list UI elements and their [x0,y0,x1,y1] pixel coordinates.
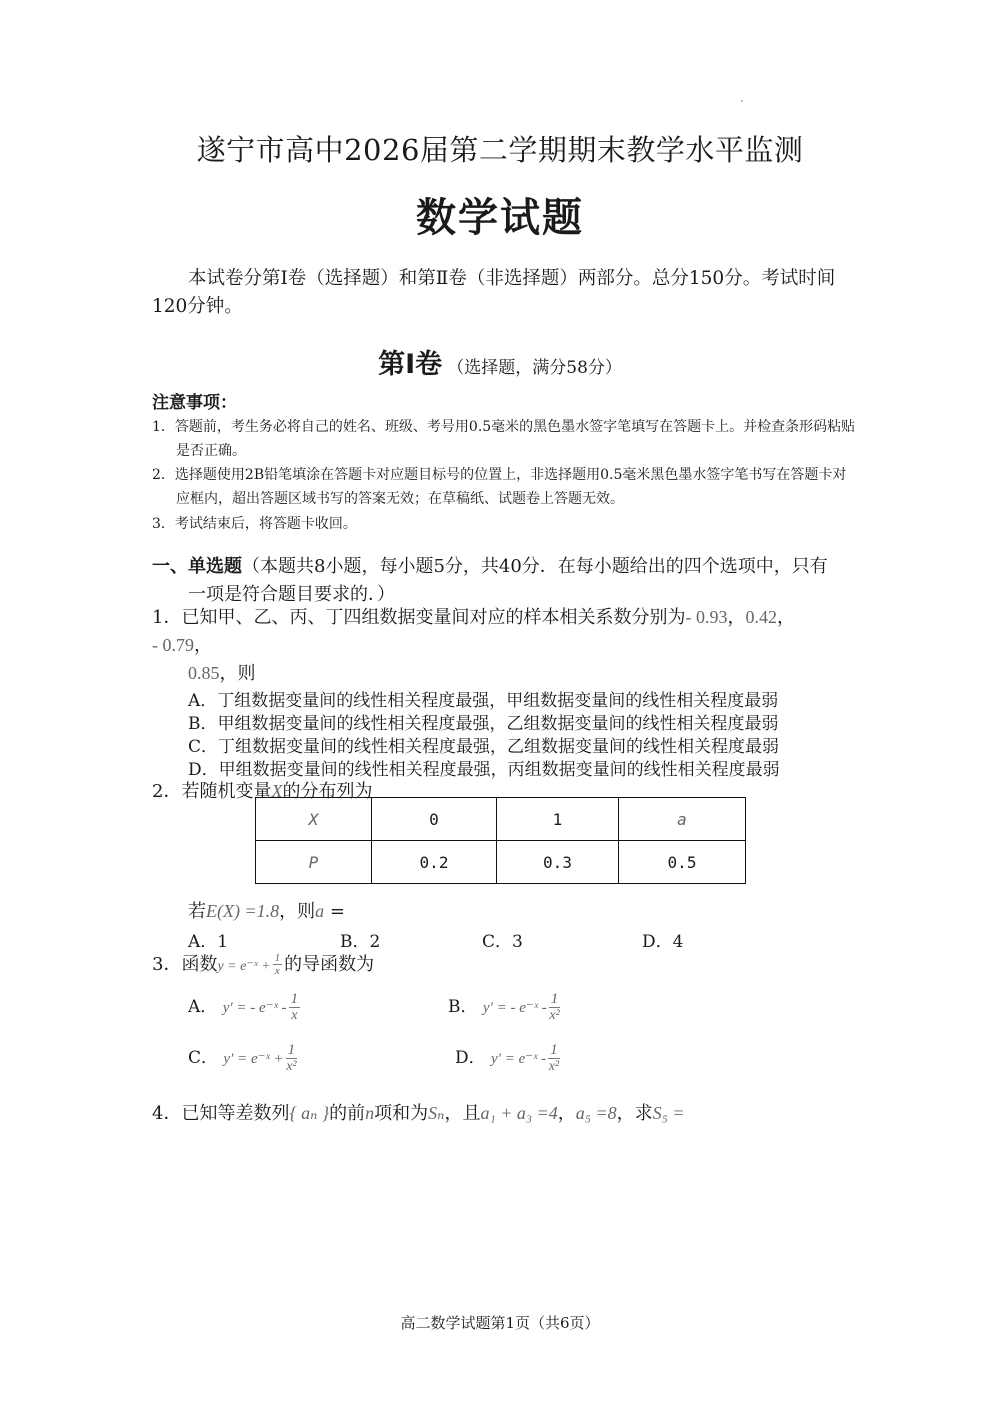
q1-value-2: 0.42 [745,607,777,627]
q3-option-a [188,992,302,1023]
frac-denominator: x² [549,1008,560,1023]
q1-option-c: C．丁组数据变量间的线性相关程度最强，乙组数据变量间的线性相关程度最弱 [188,737,780,757]
frac-denominator: x [291,1008,298,1023]
q4-text-b: 的前 [329,1103,366,1124]
q1-sep-1: ， [727,607,746,628]
q4-sequence: { aₙ } [289,1103,330,1123]
scan-speck [741,100,743,102]
table-cell: 0.5 [619,841,746,884]
q1-tail: ，则 [219,663,256,684]
q2-cond-text-a: 若 [188,901,206,922]
q1-sep-3: ， [194,635,212,656]
q2-text-b: 的分布列为 [282,781,373,802]
table-cell: a [619,798,746,841]
q2-cond-var: a [315,901,325,921]
q1-stem-cont-2 [188,659,256,685]
volume-heading [0,342,1000,381]
notice-heading: 注意事项： [152,393,237,413]
frac-numerator: 1 [550,1042,558,1058]
notice-item-2: 2．选择题使用2B铅笔填涂在答题卡对应题目标号的位置上，非选择题用0.5毫米黑色墨水签字笔书写在答题卡对 [152,467,847,483]
frac-denominator: x² [548,1059,560,1074]
q1-value-1: - 0.93 [685,607,728,627]
table-cell: X [256,798,372,841]
subject-title: 数学试题 [416,195,584,241]
q1-value-4: 0.85 [188,663,220,683]
volume-note: （选择题，满分58分） [447,358,622,378]
volume-label: 第Ⅰ卷 [378,349,443,380]
frac-numerator: 1 [274,952,281,964]
option-expr: y′ = e⁻ˣ - [491,1051,547,1067]
option-label: D． [455,1048,486,1068]
q2-cond-expr: E(X) =1.8 [206,901,280,921]
notice-item-1: 1．答题前，考生务必将自己的姓名、班级、考号用0.5毫米的黑色墨水签字笔填写在答题卡上。并检查条形码粘贴 [152,419,856,435]
q4-text-d: ，且 [444,1103,481,1124]
table-cell: 1 [497,798,619,841]
q3-func: y = e⁻ˣ + [217,959,271,974]
option-frac [286,1043,298,1074]
option-expr: y′ = - e⁻ˣ - [482,1000,547,1016]
q3-stem [152,950,374,977]
q3-func-frac [273,953,283,977]
intro-line-1: 本试卷分第Ⅰ卷（选择题）和第Ⅱ卷（非选择题）两部分。总分150分。考试时间 [188,268,836,289]
frac-numerator: 1 [290,991,299,1007]
q2-option-d: D．4 [642,932,684,952]
q4-stem [152,1099,685,1125]
table-row [256,841,746,884]
option-frac [548,1043,560,1074]
frac-numerator: 1 [287,1042,296,1058]
q1-stem-cont [152,631,212,657]
table-cell: 0.3 [497,841,619,884]
q1-stem [152,603,795,629]
option-expr: y′ = - e⁻ˣ - [222,1000,287,1016]
q4-ask: S₅ = [652,1103,685,1123]
table-cell: 0 [372,798,497,841]
notice-item-1-cont: 是否正确。 [176,443,246,459]
q2-cond-text-b: ，则 [279,901,316,922]
q1-option-b: B．甲组数据变量间的线性相关程度最强，乙组数据变量间的线性相关程度最弱 [188,714,779,734]
section-1-desc-cont: 一项是符合题目要求的．） [188,584,395,605]
q2-text-a: 2．若随机变量 [152,781,272,802]
q4-text-f: ，求 [616,1103,653,1124]
table-cell: P [256,841,372,884]
q4-n: n [365,1103,375,1123]
q2-option-b: B．2 [340,932,381,952]
q1-value-3: - 0.79 [152,635,194,655]
frac-numerator: 1 [550,991,559,1007]
option-expr: y′ = e⁻ˣ + [223,1051,284,1067]
q2-option-c: C．3 [482,932,523,952]
q2-var: X [271,781,283,801]
option-label: A． [188,997,218,1017]
q1-text: 1．已知甲、乙、丙、丁四组数据变量间对应的样本相关系数分别为 [152,607,686,628]
q3-text-b: 的导函数为 [284,954,375,975]
q4-text-a: 4．已知等差数列 [152,1103,290,1124]
q3-option-b [448,992,562,1023]
section-1-desc: （本题共8小题，每小题5分，共40分．在每小题给出的四个选项中，只有 [242,556,828,577]
option-label: C． [188,1048,219,1068]
q1-option-a: A．丁组数据变量间的线性相关程度最强，甲组数据变量间的线性相关程度最弱 [188,691,779,711]
q4-text-c: 项和为 [374,1103,429,1124]
frac-denominator: x [274,965,280,977]
notice-item-3: 3．考试结束后，将答题卡收回。 [152,516,357,532]
option-label: B． [448,997,478,1017]
q2-condition [188,897,345,923]
section-1-heading [152,552,828,578]
q2-cond-eq: = [324,901,345,922]
table-row [256,798,746,841]
option-frac [549,992,561,1023]
q3-option-d [455,1043,562,1074]
q4-cond-1: a₁ + a₃ =4 [480,1103,558,1123]
intro-line-2: 120分钟。 [152,296,243,317]
option-frac [289,992,301,1023]
exam-title: 遂宁市高中2026届第二学期期末教学水平监测 [196,133,804,167]
q4-text-e: ， [557,1103,576,1124]
q4-sn: Sₙ [428,1103,445,1123]
q4-cond-2: a₅ =8 [575,1103,617,1123]
section-1-label: 一、单选题 [152,556,242,577]
q1-option-d: D．甲组数据变量间的线性相关程度最强，丙组数据变量间的线性相关程度最弱 [188,760,780,780]
q3-text-a: 3．函数 [152,954,218,975]
notice-item-2-cont: 应框内，超出答题区域书写的答案无效；在草稿纸、试题卷上答题无效。 [176,491,624,507]
q3-option-c [188,1043,299,1074]
q2-option-a: A．1 [188,932,229,952]
frac-denominator: x² [286,1059,297,1074]
table-cell: 0.2 [372,841,497,884]
page-footer: 高二数学试题第1页（共6页） [400,1314,600,1332]
q2-distribution-table [255,797,746,884]
q1-sep-2: ， [776,607,795,628]
